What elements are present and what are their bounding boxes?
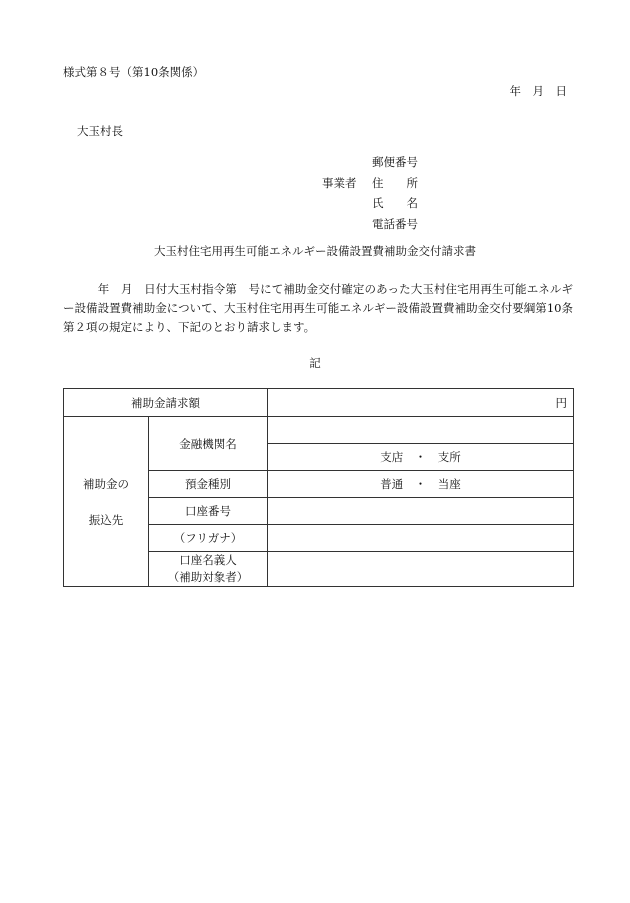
form-number: 様式第８号（第10条関係） [63, 65, 205, 79]
holder-label-line-1: 口座名義人 [179, 553, 237, 567]
furigana-field[interactable] [268, 525, 574, 552]
yen-unit: 円 [555, 395, 567, 410]
furigana-label: （フリガナ） [149, 525, 268, 552]
amount-row [64, 389, 574, 417]
account-holder-field[interactable] [268, 552, 574, 587]
bank-name-field[interactable] [268, 417, 574, 444]
holder-label-line-2: （補助対象者） [167, 570, 249, 584]
phone-label: 電話番号 [372, 217, 418, 231]
payment-table [63, 388, 574, 587]
date-line: 年 月 日 [509, 84, 567, 98]
account-number-label: 口座番号 [149, 498, 268, 525]
applicant-label: 事業者 [322, 176, 357, 190]
bank-row [64, 417, 574, 444]
ki-heading: 記 [309, 356, 321, 370]
address-label: 住 所 [372, 176, 418, 190]
transfer-label-line-2: 振込先 [88, 512, 124, 527]
deposit-type-options[interactable]: 普通 ・ 当座 [268, 471, 574, 498]
account-holder-label [149, 552, 268, 587]
account-number-field[interactable] [268, 498, 574, 525]
branch-options[interactable]: 支店 ・ 支所 [268, 444, 574, 471]
amount-field[interactable] [268, 389, 574, 417]
postal-code-label: 郵便番号 [372, 155, 418, 169]
transfer-destination-label [64, 417, 149, 587]
body-text: 年 月 日付大玉村指令第 号にて補助金交付確定のあった大玉村住宅用再生可能エネルギー設備設置費補助金について、大玉村住宅用再生可能エネルギー設備設置費補助金交付要綱第10条第２項の規定により、下記のとおり請求します。 [63, 282, 573, 334]
deposit-type-label: 預金種別 [149, 471, 268, 498]
amount-label: 補助金請求額 [64, 389, 268, 417]
document-title: 大玉村住宅用再生可能エネルギー設備設置費補助金交付請求書 [154, 244, 476, 258]
name-label: 氏 名 [372, 196, 418, 210]
bank-label: 金融機関名 [149, 417, 268, 471]
addressee: 大玉村長 [77, 124, 123, 138]
transfer-label-line-1: 補助金の [83, 476, 129, 491]
